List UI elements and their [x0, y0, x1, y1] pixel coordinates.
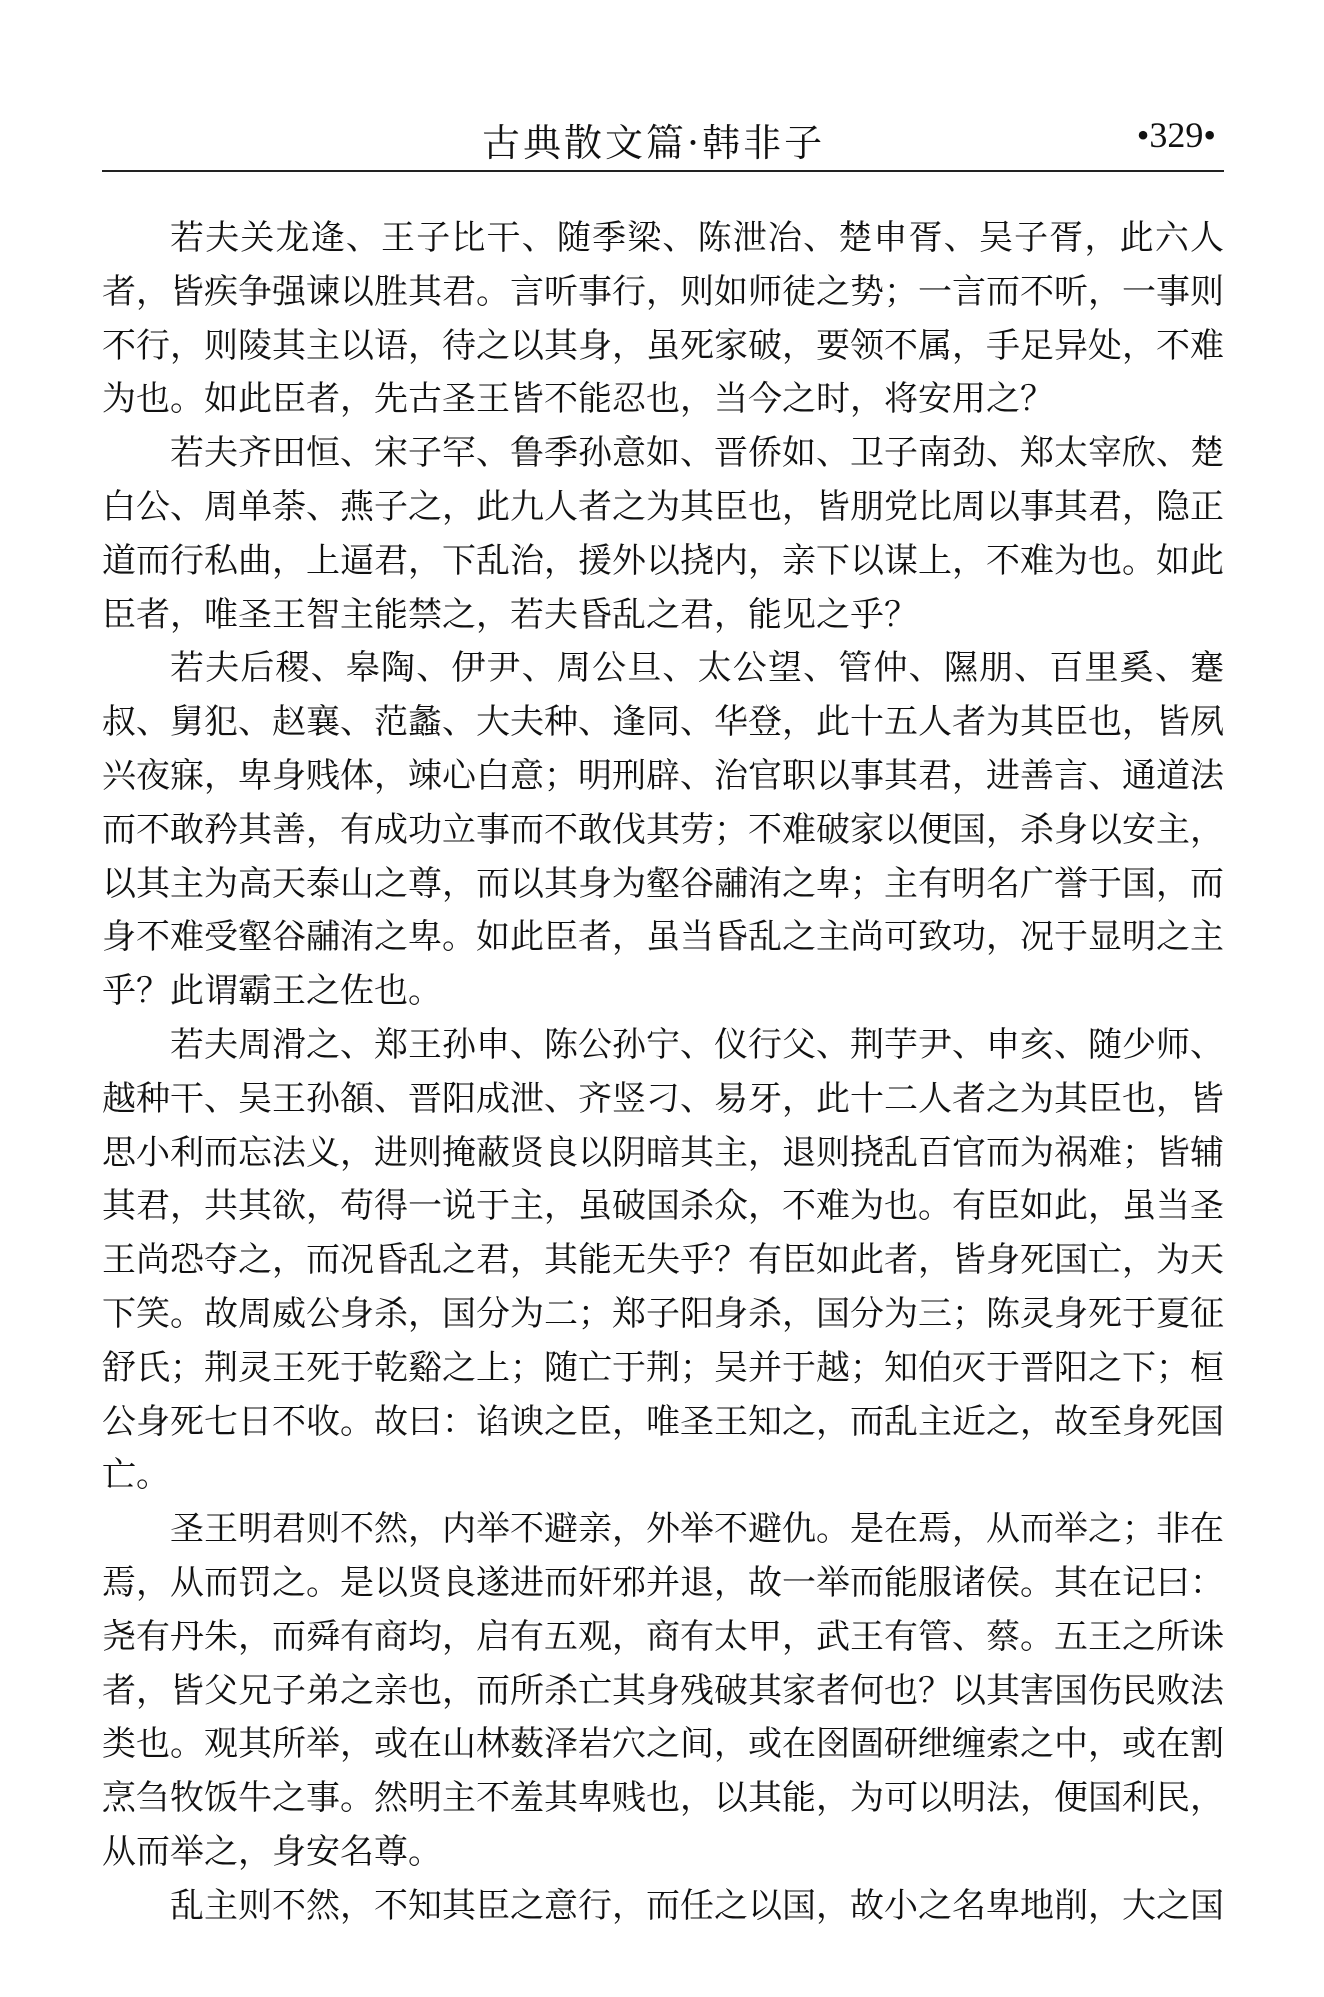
body-text — [102, 212, 1224, 1934]
running-title: 古典散文篇·韩非子 — [482, 121, 826, 165]
paragraph-2: 若夫齐田恒、宋子罕、鲁季孙意如、晋侨如、卫子南劲、郑太宰欣、楚白公、周单荼、燕子之，此九人者之为其臣也，皆朋党比周以事其君，隐正道而行私曲，上逼君，下乱治，援外以挠内，亲下以谋上，不难为也。如此臣者，唯圣王智主能禁之，若夫昏乱之君，能见之乎？ — [102, 433, 1224, 635]
paragraph-6: 乱主则不然，不知其臣之意行，而任之以国，故小之名卑地削，大之国 — [170, 1885, 1224, 1926]
page-number: •329• — [1136, 115, 1216, 155]
page-header — [102, 108, 1224, 168]
paragraph-3: 若夫后稷、皋陶、伊尹、周公旦、太公望、管仲、隰朋、百里奚、蹇叔、舅犯、赵襄、范蠡、大夫种、逢同、华登，此十五人者为其臣也，皆夙兴夜寐，卑身贱体，竦心白意；明刑辟、治官职以事其君，进善言、通道法而不敢矜其善，有成功立事而不敢伐其劳；不难破家以便国，杀身以安主，以其主为高天泰山之尊，而以其身为壑谷鬴洧之卑；主有明名广誉于国，而身不难受壑谷鬴洧之卑。如此臣者，虽当昏乱之主尚可致功，况于显明之主乎？此谓霸王之佐也。 — [102, 648, 1224, 1012]
header-divider — [102, 170, 1224, 172]
paragraph-1: 若夫关龙逄、王子比干、随季梁、陈泄冶、楚申胥、吴子胥，此六人者，皆疾争强谏以胜其君。言听事行，则如师徒之势；一言而不听，一事则不行，则陵其主以语，待之以其身，虽死家破，要领不属，手足异处，不难为也。如此臣者，先古圣王皆不能忍也，当今之时，将安用之？ — [102, 218, 1224, 420]
paragraph-4: 若夫周滑之、郑王孙申、陈公孙宁、仪行父、荆芋尹、申亥、随少师、越种干、吴王孙頟、晋阳成泄、齐竖刁、易牙，此十二人者之为其臣也，皆思小利而忘法义，进则掩蔽贤良以阴暗其主，退则挠乱百官而为祸难；皆辅其君，共其欲，苟得一说于主，虽破国杀众，不难为也。有臣如此，虽当圣王尚恐夺之，而况昏乱之君，其能无失乎？有臣如此者，皆身死国亡，为天下笑。故周威公身杀，国分为二；郑子阳身杀，国分为三；陈灵身死于夏征舒氏；荆灵王死于乾谿之上；随亡于荆；吴并于越；知伯灭于晋阳之下；桓公身死七日不收。故曰：谄谀之臣，唯圣王知之，而乱主近之，故至身死国亡。 — [102, 1024, 1224, 1496]
paragraph-5: 圣王明君则不然，内举不避亲，外举不避仇。是在焉，从而举之；非在焉，从而罚之。是以贤良遂进而奸邪并退，故一举而能服诸侯。其在记曰：尧有丹朱，而舜有商均，启有五观，商有太甲，武王有管、蔡。五王之所诛者，皆父兄子弟之亲也，而所杀亡其身残破其家者何也？以其害国伤民败法类也。观其所举，或在山林薮泽岩穴之间，或在囹圄研绁缠索之中，或在割烹刍牧饭牛之事。然明主不羞其卑贱也，以其能，为可以明法，便国利民，从而举之，身安名尊。 — [102, 1509, 1224, 1872]
